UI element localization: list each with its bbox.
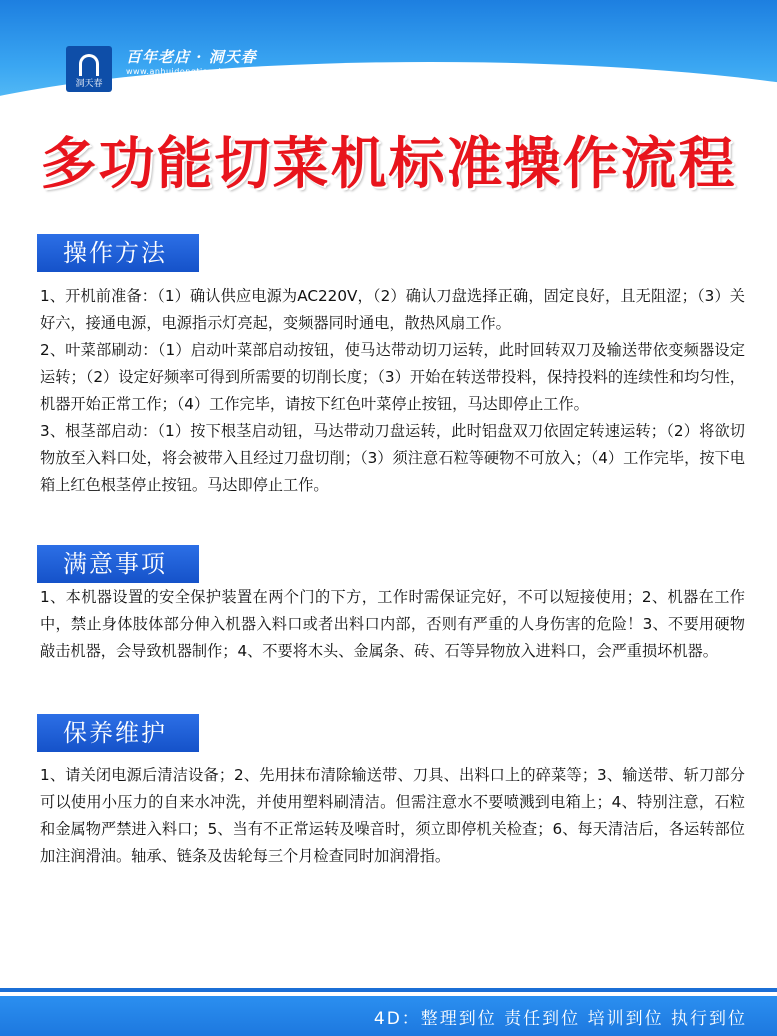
operation-step-1: 1、开机前准备：（1）确认供应电源为AC220V，（2）确认刀盘选择正确，固定良好，且无阻涩；（3）关好六，接通电源，电源指示灯亮起，变频器同时通电，散热风扇工作。 [40, 287, 745, 332]
brand-slogan: 百年老店 · 洞天春 [126, 48, 257, 66]
operation-step-3: 3、根茎部启动：（1）按下根茎启动钮，马达带动刀盘运转，此时铝盘双刀依固定转速运转；（2）将欲切物放至入料口处，将会被带入且经过刀盘切削；（3）须注意石粒等硬物不可放入；（4）工作完毕，按下电箱上红色根茎停止按钮。马达即停止工作。 [40, 422, 745, 494]
brand-logo [66, 46, 112, 92]
section-body-notes [40, 584, 745, 665]
operation-step-2: 2、叶菜部刷动：（1）启动叶菜部启动按钮，使马达带动切刀运转，此时回转双刀及输送带依变频器设定运转；（2）设定好频率可得到所需要的切削长度；（3）开始在转送带投料，保持投料的连续性和均匀性，机器开始正常工作；（4）工作完毕，请按下红色叶菜停止按钮，马达即停止工作。 [40, 341, 745, 413]
section-body-maintenance [40, 762, 745, 870]
logo-arch-icon [79, 54, 99, 76]
section-heading-notes: 满意事项 [37, 545, 199, 583]
brand-url: www.anhuidongtianchun.com [126, 67, 257, 76]
logo-text: 洞天春 [75, 79, 103, 89]
header-swoosh [0, 62, 777, 110]
footer-slogan: 4D：整理到位 责任到位 培训到位 执行到位 [373, 1009, 747, 1029]
footer-rule [0, 988, 777, 992]
notes-text: 1、本机器设置的安全保护装置在两个门的下方，工作时需保证完好，不可以短接使用；2、机器在工作中，禁止身体肢体部分伸入机器入料口或者出料口内部，否则有严重的人身伤害的危险！3、不要用硬物敲击机器，会导致机器制作；4、不要将木头、金属条、砖、石等异物放入进料口，会严重损坏机器。 [40, 588, 745, 660]
page-title: 多功能切菜机标准操作流程 [40, 132, 737, 197]
section-body-operation [40, 283, 745, 499]
header-band [0, 0, 777, 110]
section-heading-operation: 操作方法 [37, 234, 199, 272]
maintenance-text: 1、请关闭电源后清洁设备；2、先用抹布清除输送带、刀具、出料口上的碎菜等；3、输送带、斩刀部分可以使用小压力的自来水冲洗，并使用塑料刷清洁。但需注意水不要喷溅到电箱上；4、特别注意，石粒和金属物严禁进入料口；5、当有不正常运转及噪音时，须立即停机关检查；6、每天清洁后，各运转部位加注润滑油。轴承、链条及齿轮每三个月检查同时加润滑指。 [40, 766, 745, 865]
section-heading-maintenance: 保养维护 [37, 714, 199, 752]
